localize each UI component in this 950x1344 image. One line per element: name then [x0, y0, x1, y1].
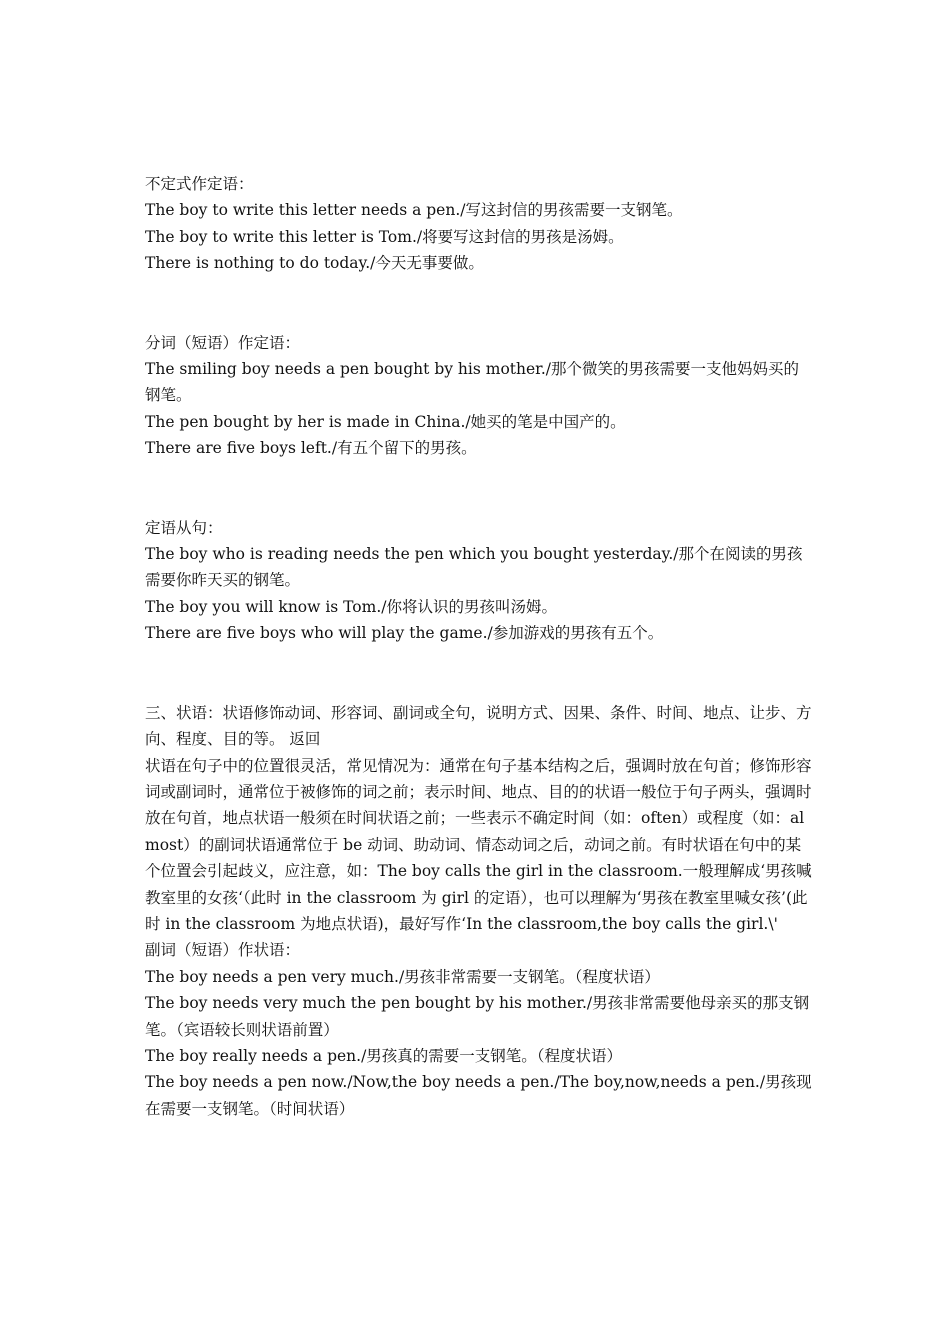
example-sentence: The boy needs a pen now./Now,the boy needs a pen./The boy,now,needs a pen./男孩现在需要一支钢笔。（时间状语）	[145, 1073, 812, 1118]
spacer	[145, 277, 813, 330]
section-heading: 定语从句：	[145, 518, 223, 537]
spacer	[145, 462, 813, 515]
section-heading: 分词（短语）作定语：	[145, 333, 301, 352]
section-participle-attributive	[145, 330, 813, 462]
section-adverbial	[145, 700, 813, 1123]
example-sentence: There is nothing to do today./今天无事要做。	[145, 254, 484, 273]
example-sentence: The boy really needs a pen./男孩真的需要一支钢笔。（程度状语）	[145, 1046, 623, 1065]
example-sentence: The boy to write this letter needs a pen./写这封信的男孩需要一支钢笔。	[145, 201, 683, 220]
spacer	[145, 647, 813, 700]
example-sentence: The smiling boy needs a pen bought by his mother./那个微笑的男孩需要一支他妈妈买的钢笔。	[145, 360, 800, 405]
example-sentence: The boy to write this letter is Tom./将要写这封信的男孩是汤姆。	[145, 227, 624, 246]
section-relative-clause	[145, 515, 813, 647]
section-infinitive-attributive	[145, 171, 813, 277]
section-explanation: 状语在句子中的位置很灵活，常见情况为：通常在句子基本结构之后，强调时放在句首；修饰形容词或副词时，通常位于被修饰的词之前；表示时间、地点、目的的状语一般位于句子两头，强调时放在句首，地点状语一般须在时间状语之前；一些表示不确定时间（如：often）或程度（如：almost）的副词状语通常位于 be 动词、助动词、情态动词之后，动词之前。有时状语在句中的某个位置会引起歧义，应注意，如：The boy calls the girl in the classroom.一般理解成‘男孩喊教室里的女孩‘（此时 in the classroom 为 girl 的定语），也可以理解为‘男孩在教室里喊女孩’(此时 in the classroom 为地点状语)，最好写作‘In the classroom,the boy calls the girl.\'	[145, 756, 812, 933]
document-page	[145, 171, 813, 1122]
example-sentence: There are five boys left./有五个留下的男孩。	[145, 439, 477, 458]
example-sentence: The pen bought by her is made in China./她买的笔是中国产的。	[145, 412, 626, 431]
example-sentence: The boy you will know is Tom./你将认识的男孩叫汤姆。	[145, 597, 557, 616]
example-sentence: The boy needs a pen very much./男孩非常需要一支钢笔。（程度状语）	[145, 967, 660, 986]
section-heading: 副词（短语）作状语：	[145, 941, 301, 960]
example-sentence: There are five boys who will play the game./参加游戏的男孩有五个。	[145, 624, 664, 643]
example-sentence: The boy who is reading needs the pen which you bought yesterday./那个在阅读的男孩需要你昨天买的钢笔。	[145, 545, 803, 590]
example-sentence: The boy needs very much the pen bought by his mother./男孩非常需要他母亲买的那支钢笔。（宾语较长则状语前置）	[145, 994, 810, 1039]
section-intro: 三、状语：状语修饰动词、形容词、副词或全句，说明方式、因果、条件、时间、地点、让步、方向、程度、目的等。 返回	[145, 703, 812, 749]
section-heading: 不定式作定语：	[145, 175, 254, 193]
